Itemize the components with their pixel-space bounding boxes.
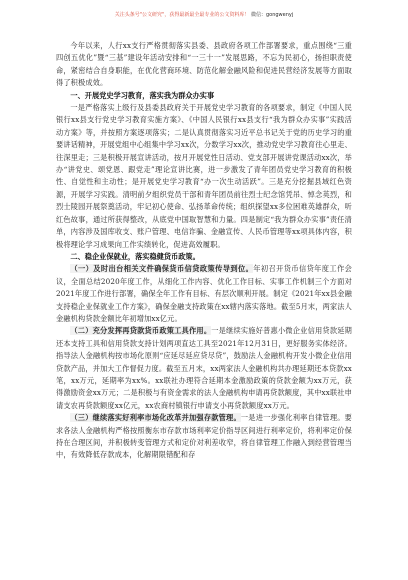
subsection-2-3-text: 一是进一步强化利率自律管理。要求各法人金融机构严格按照衡东市存款市场利率定价指导区间进行利率定价，将利率定价保持在合理区间，并积极转变管理方式和定价对利差收窄，将自律管理工作融入到经营管理当中，有效降低存款成本，化解期限错配和存	[56, 413, 352, 460]
banner-promo-text: 关注头条号"公文研究"，获得最新最全最专业的公文资料库！	[114, 12, 250, 18]
subsection-heading-2-2: （二）充分发挥再贷款货币政策工具作用。	[70, 326, 212, 336]
subsection-2-3-paragraph	[56, 412, 352, 462]
banner-wechat-label: 微信：	[250, 12, 266, 18]
intro-paragraph: 今年以来，人行xx支行严格贯彻落实县委、县政府各项工作部署要求，重点围绕“三重四创五优化”暨“三基”建设年活动安排和“一三十一”发展思路，不忘为民初心，扬担职责使命，紧密结合自身职能，在优化营商环境、防范化解金融风险和促进民营经济发展等方面取得了积极成效。	[56, 41, 352, 88]
banner-wechat-id: gongwenyj	[265, 12, 294, 18]
subsection-2-1-paragraph	[56, 263, 352, 325]
section-heading-1: 一、开展党史学习教育，落实我为群众办实事	[70, 90, 215, 100]
section-heading-2: 二、稳企业保就业，落实稳健货币政策。	[70, 251, 200, 261]
subsection-2-1-text: 年初召开货币信贷年度工作会议，全面总结2020年度工作，从细化工作内容、优化工作目标、实事工作机制三个方面对2021年度工作进行部署，确保全年工作有目标、有层次顺利开展。制定《2021年xx县金融支持稳企业保就业工作方案》，确保金融支持政策在xx辖内落实落地。截至5月末，两家法人金融机构贷款金额比年初增加xx亿元。	[56, 264, 352, 323]
document-body	[56, 40, 352, 462]
subsection-heading-2-1: （一）及时出台相关文件确保货币信贷政策传导到位。	[70, 264, 254, 274]
subsection-2-2-paragraph	[56, 325, 352, 412]
header-banner	[0, 12, 408, 19]
subsection-2-2-text: 一是继续实施好普惠小微企业信用贷款延期还本支持工具和信用贷款支持计划两项直达工具至2021年12月31日，更好服务实体经济。指导法人金融机构按市场化原则“应延尽延应贷尽贷”，鼓励法人金融机构开发小微企业信用贷款产品，并加大工作督促力度。截至五月末，xx两家法人金融机构共办理延期还本贷款xx笔，xx万元，延期率为xx%。xx联社办理符合延期本金激励政策的贷款金额为xx万元，获得激励资金xx万元；二是积极与有资金需求的法人金融机构申请再贷款额度，其中xx联社申请支农再贷款额度xx亿元，xx农商村镇银行申请支小再贷款额度xx万元。	[56, 326, 352, 410]
section-1-paragraph: 一是严格落实上级行及县委县政府关于开展党史学习教育的各项要求，制定《中国人民银行xx县支行党史学习教育实施方案》、《中国人民银行xx县支行“我为群众办实事”实践活动方案》等，并按照方案逐项落实；二是认真贯彻落实习近平总书记关于党的历史学习的重要讲话精神，开展党组中心组集中学习xx次，分数学习xx次，推动党史学习教育往心里走、往深里走；三是积极开展宣讲活动，按月开展党性日活动、党支部开展讲党课活动xx次，举办“讲党史、颂党恩、跟党走”理论宣讲比赛，进一步激发了青年团员党史学习教育的积极性、自觉性和主动性；是开展党史学习教育“办一次生动活跃”。三是充分挖掘县域红色资源，开展学习实践。清明前夕组织党员干部和青年团员前往烈士纪念馆凭吊、悼念英烈，和烈士陵园开展祭奠活动，牢记初心使命、弘扬革命传统；组织探望xx多位困难英雄群众，听红色故事，通过所获得整改，从底党中国取智慧和力量。四是制定“我为群众办实事”责任清单，内容涉及国库收支、账户管理、电信诈骗、金融宣传、人民币管理等xx项具体内容，积极将理论学习成果向工作实绩转化，促进高效履职。	[56, 103, 352, 249]
subsection-heading-2-3: （三）继续落实好利率市场化改革并加强存款管理。	[70, 413, 241, 423]
